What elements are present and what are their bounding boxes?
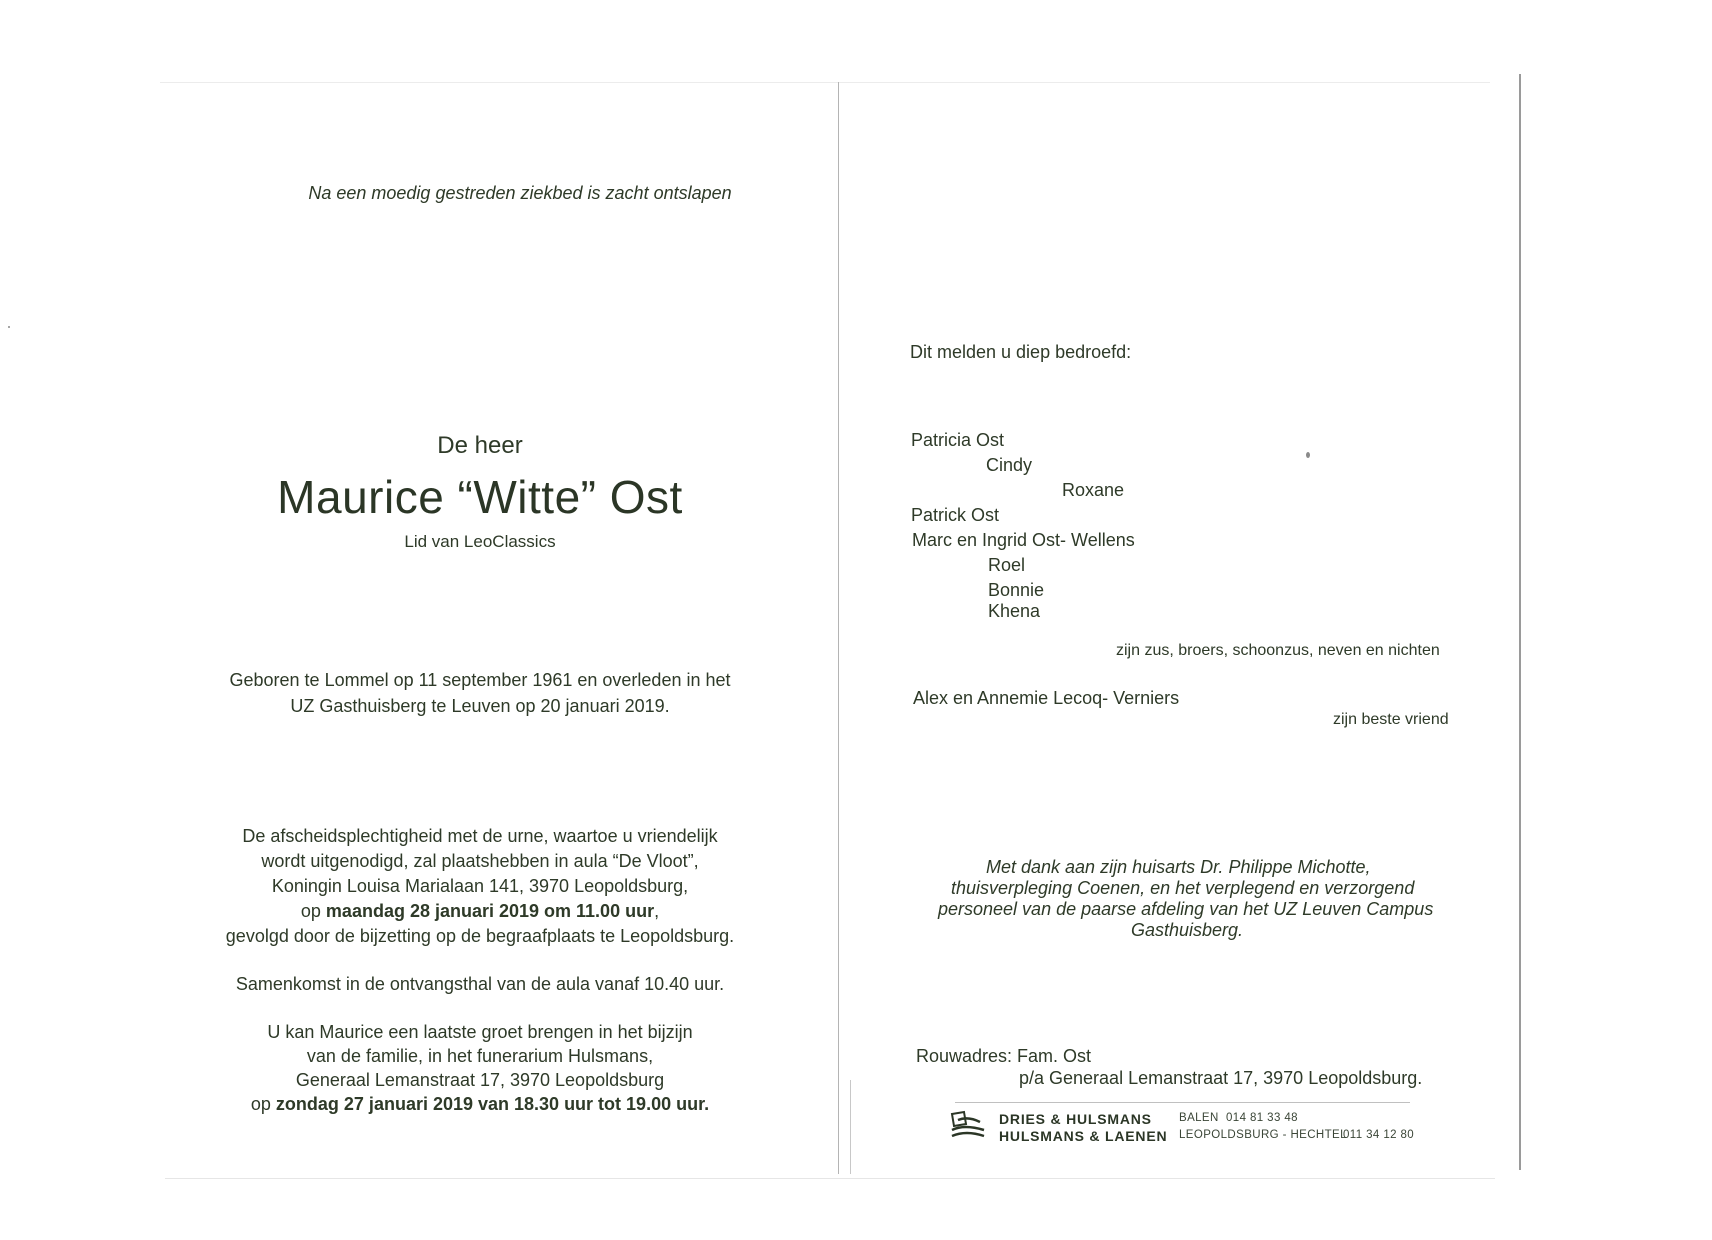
- mourning-address-label: Rouwadres: Fam. Ost: [916, 1046, 1092, 1066]
- farewell-date-prefix: op: [250, 1094, 276, 1114]
- ceremony-line-2: wordt uitgenodigd, zal plaatshebben in aula “De Vloot”,: [261, 851, 699, 871]
- left-page: [160, 82, 880, 1178]
- farewell-line-4: [120, 1094, 840, 1115]
- family-member: Patricia Ost: [911, 430, 1005, 450]
- footer-divider: [955, 1102, 1410, 1103]
- thanks-line-3: personeel van de paarse afdeling van het UZ Leuven Campus: [938, 899, 1434, 919]
- farewell-line-2: van de familie, in het funerarium Hulsmans,: [306, 1046, 654, 1066]
- funeral-home-phone-2: 011 34 12 80: [1343, 1129, 1415, 1141]
- family-member: Marc en Ingrid Ost- Wellens: [912, 530, 1135, 550]
- birth-death-line-1: Geboren te Lommel op 11 september 1961 en overleden in het: [229, 670, 731, 690]
- scan-speck: [1306, 452, 1310, 458]
- friends-relation: zijn beste vriend: [1333, 711, 1449, 728]
- scan-edge-bottom: [165, 1178, 1495, 1179]
- birth-death-line-2: UZ Gasthuisberg te Leuven op 20 januari 2019.: [290, 696, 670, 716]
- thanks-line-2: thuisverpleging Coenen, en het verplegend en verzorgend: [951, 878, 1415, 898]
- family-member: Patrick Ost: [911, 505, 1000, 525]
- farewell-date: zondag 27 januari 2019 van 18.30 uur tot 19.00 uur.: [275, 1094, 710, 1114]
- right-paper-edge: [1519, 74, 1521, 1170]
- family-relation: zijn zus, broers, schoonzus, neven en nichten: [1116, 642, 1440, 659]
- farewell-line-1: U kan Maurice een laatste groet brengen in het bijzijn: [267, 1022, 693, 1042]
- scan-speck: [8, 326, 10, 328]
- ceremony-line-1: De afscheidsplechtigheid met de urne, waartoe u vriendelijk: [242, 826, 718, 846]
- family-member: Roel: [988, 555, 1026, 575]
- family-member: Bonnie: [988, 580, 1045, 600]
- funeral-home-name-2: HULSMANS & LAENEN: [999, 1128, 1168, 1144]
- friends: Alex en Annemie Lecoq- Verniers: [913, 688, 1180, 708]
- family-member: Cindy: [986, 455, 1033, 475]
- thanks-line-4: Gasthuisberg.: [1131, 920, 1244, 940]
- honorific: De heer: [437, 432, 523, 459]
- family-member: Khena: [988, 601, 1041, 621]
- deceased-name: Maurice “Witte” Ost: [277, 471, 683, 523]
- funeral-home-location-1: BALEN: [1179, 1112, 1219, 1124]
- ceremony-line-5: gevolgd door de bijzetting op de begraafplaats te Leopoldsburg.: [225, 926, 735, 946]
- ceremony-date-suffix: ,: [654, 901, 660, 921]
- funeral-home-location-2: LEOPOLDSBURG - HECHTEL: [1179, 1129, 1347, 1141]
- gathering-text: Samenkomst in de ontvangsthal van de aula vanaf 10.40 uur.: [235, 974, 725, 994]
- thanks-line-1: Met dank aan zijn huisarts Dr. Philippe Michotte,: [986, 857, 1371, 877]
- announcement: Dit melden u diep bedroefd:: [910, 342, 1132, 362]
- family-member: Roxane: [1062, 480, 1125, 500]
- ceremony-date: maandag 28 januari 2019 om 11.00 uur: [325, 901, 655, 921]
- farewell-line-3: Generaal Lemanstraat 17, 3970 Leopoldsburg: [295, 1070, 665, 1090]
- funeral-home-name-1: DRIES & HULSMANS: [999, 1111, 1152, 1127]
- intro-text: Na een moedig gestreden ziekbed is zacht ontslapen: [308, 183, 732, 203]
- ceremony-date-prefix: op: [300, 901, 326, 921]
- funeral-home-logo-icon: [950, 1110, 986, 1140]
- membership: Lid van LeoClassics: [404, 532, 556, 551]
- mourning-address: p/a Generaal Lemanstraat 17, 3970 Leopoldsburg.: [1019, 1068, 1423, 1088]
- ceremony-line-3: Koningin Louisa Marialaan 141, 3970 Leopoldsburg,: [271, 876, 689, 896]
- ceremony-line-4: [120, 901, 840, 922]
- funeral-home-phone-1: 014 81 33 48: [1226, 1112, 1298, 1124]
